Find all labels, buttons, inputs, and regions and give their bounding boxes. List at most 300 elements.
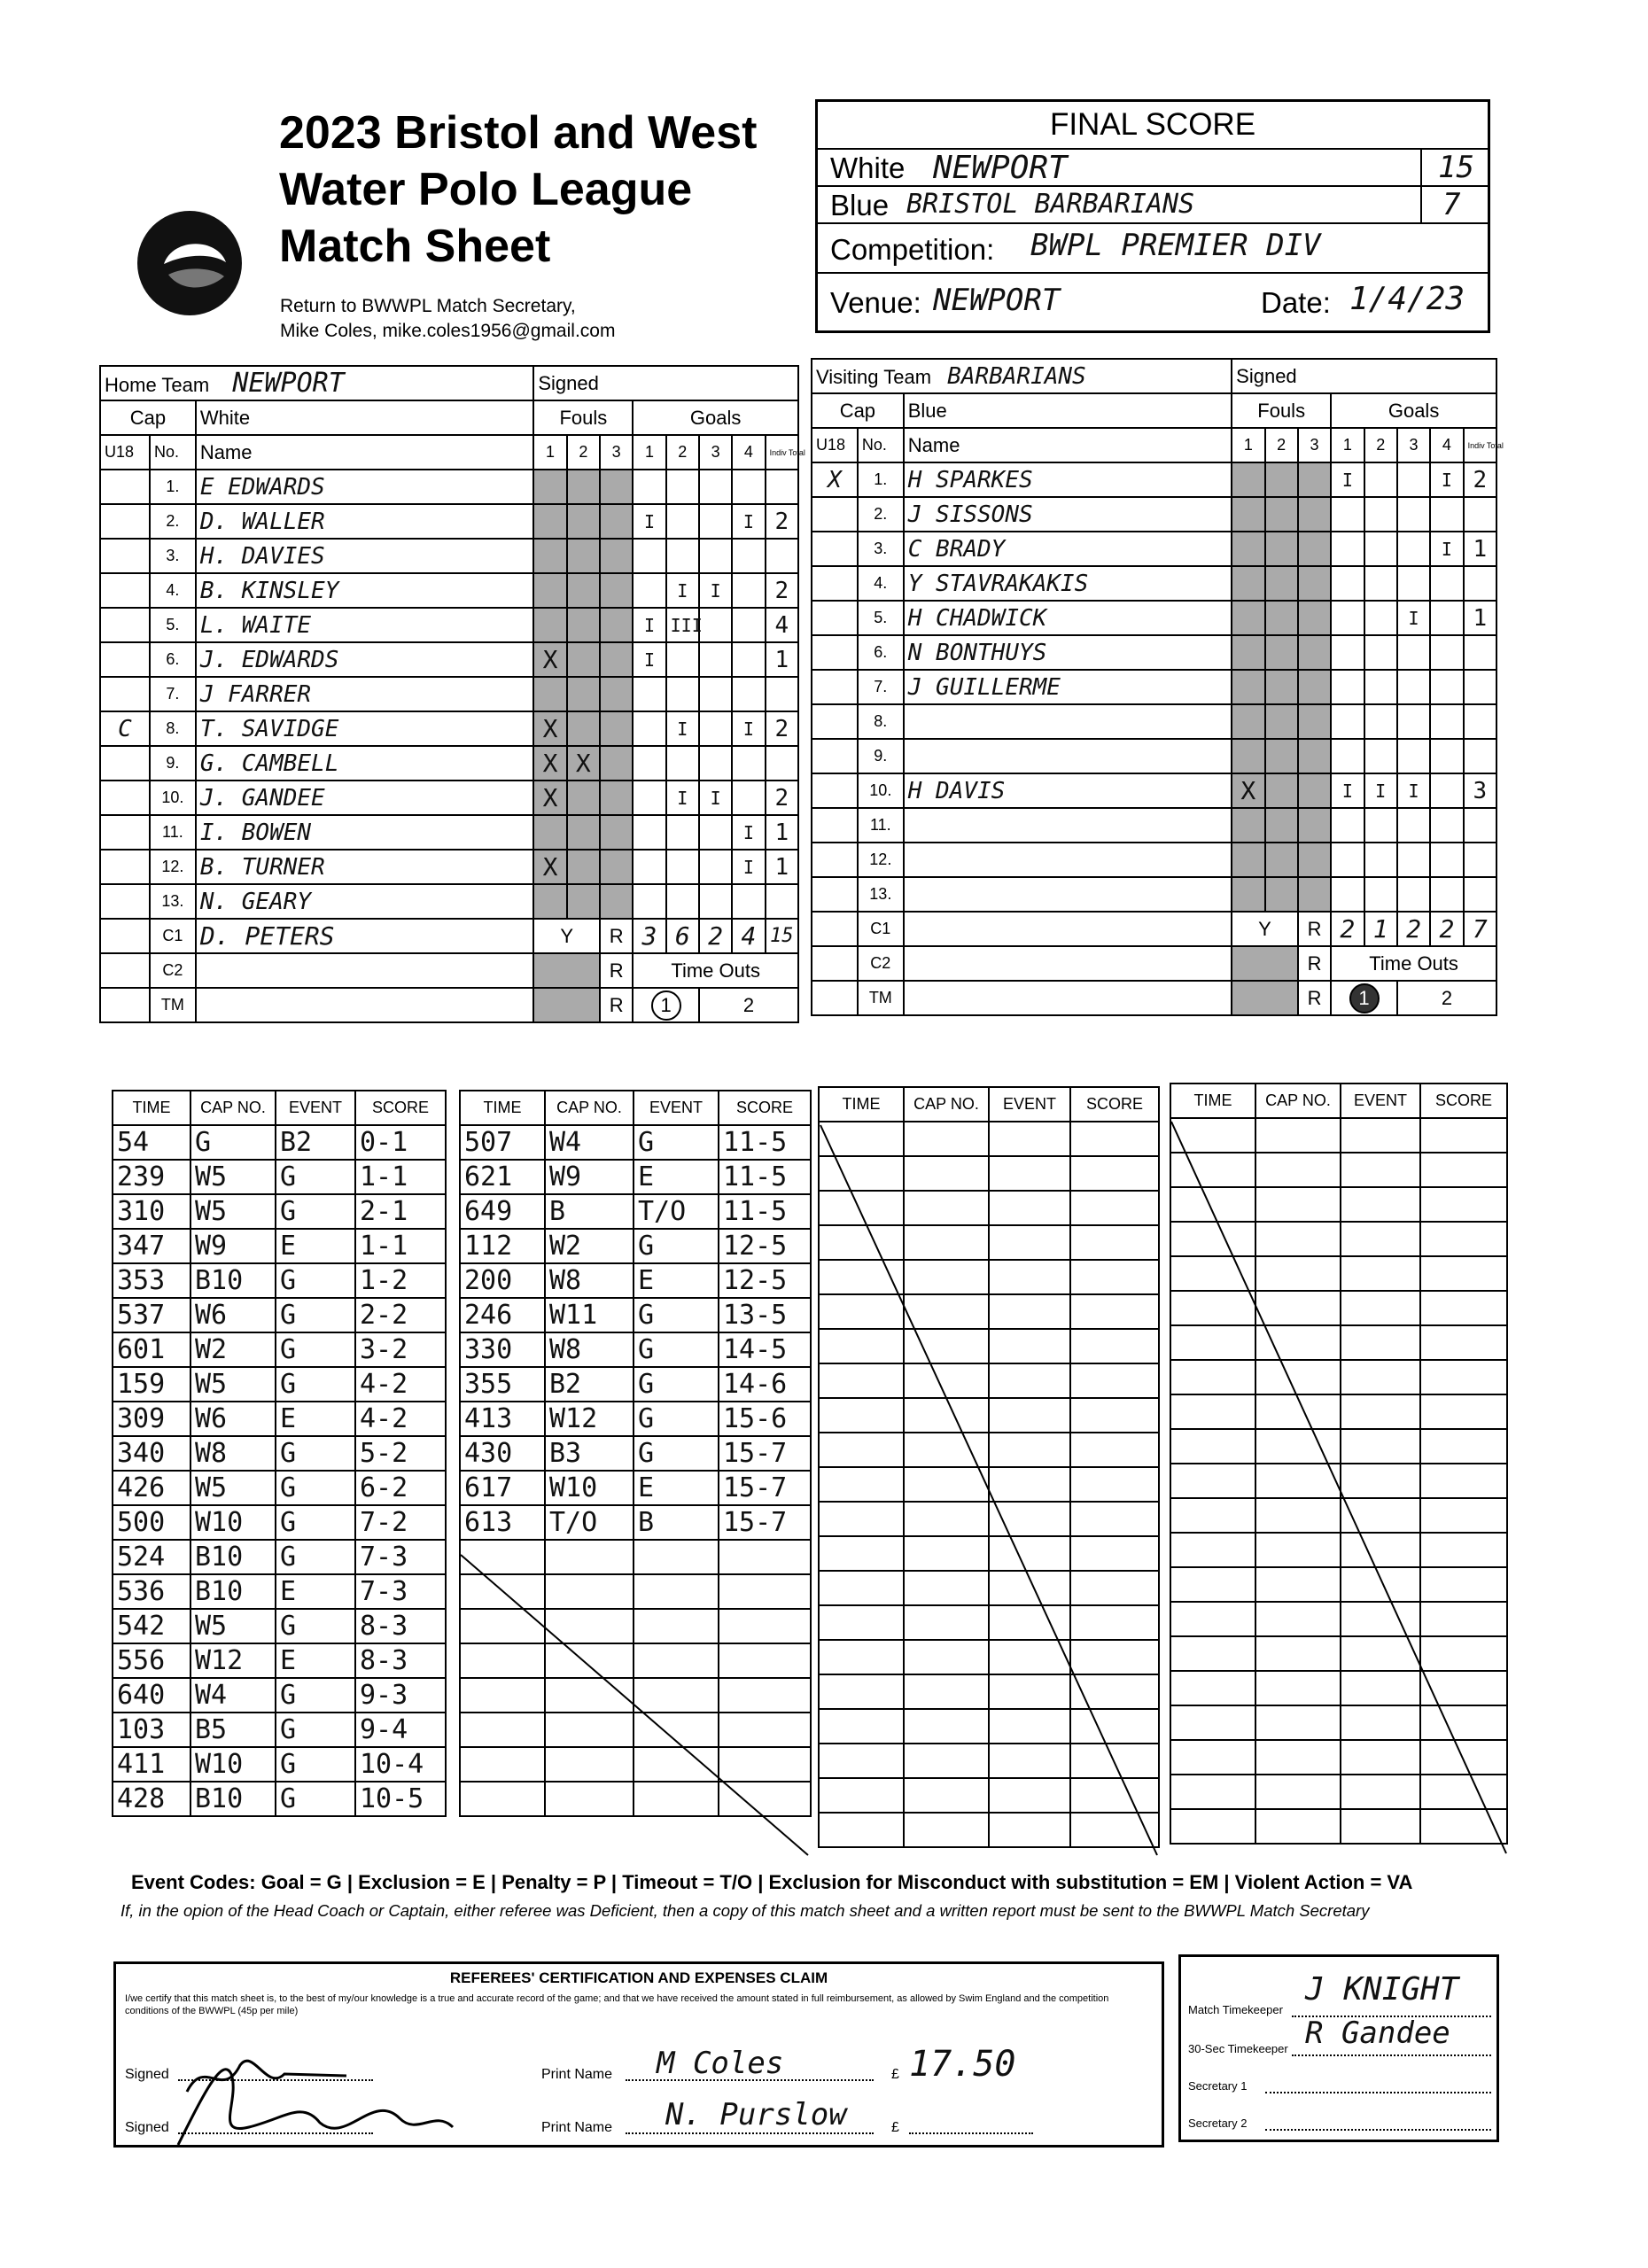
event-code: E <box>634 1263 719 1298</box>
event-row <box>113 1782 446 1816</box>
event-row <box>460 1160 811 1194</box>
event-cap <box>904 1156 989 1191</box>
event-code: G <box>276 1540 355 1574</box>
home-player-row <box>100 884 798 919</box>
foul-cell <box>1265 843 1298 877</box>
foul-cell <box>567 677 600 711</box>
home-signed-label: Signed <box>533 366 798 400</box>
event-score <box>1070 1191 1159 1225</box>
event-code <box>1341 1118 1420 1153</box>
goal-tally <box>1364 601 1397 635</box>
event-time <box>819 1122 904 1156</box>
goal-tally <box>1430 670 1463 704</box>
home-player-row <box>100 781 798 815</box>
event-cap <box>904 1605 989 1640</box>
away-timeout-2: 2 <box>1397 981 1496 1015</box>
foul-cell <box>533 470 566 504</box>
player-goal-total <box>1464 704 1496 739</box>
event-cap <box>904 1433 989 1467</box>
foul-cell <box>533 815 566 850</box>
event-row <box>460 1436 811 1471</box>
event-code: B <box>634 1505 719 1540</box>
foul-cell <box>1265 670 1298 704</box>
event-cap <box>904 1502 989 1536</box>
event-score <box>719 1678 811 1713</box>
ref1-print-name: M Coles <box>657 2046 784 2081</box>
event-code: G <box>276 1471 355 1505</box>
event-row <box>1170 1567 1507 1602</box>
event-cap <box>904 1260 989 1294</box>
event-cap <box>545 1713 634 1747</box>
event-row <box>460 1402 811 1436</box>
player-name: J GUILLERME <box>904 670 1232 704</box>
foul-cell <box>533 504 566 539</box>
foul-cell <box>1265 739 1298 773</box>
event-code <box>989 1571 1070 1605</box>
event-cap <box>904 1294 989 1329</box>
foul-cell <box>600 781 633 815</box>
goal-tally <box>699 470 732 504</box>
event-cap <box>1255 1740 1341 1775</box>
away-player-rows <box>812 462 1496 912</box>
cap-number: 9. <box>150 746 196 781</box>
u18-mark <box>812 773 858 808</box>
goal-tally <box>1364 704 1397 739</box>
foul-cell: X <box>533 642 566 677</box>
event-code <box>1341 1636 1420 1671</box>
event-score <box>1070 1640 1159 1674</box>
event-row <box>819 1294 1159 1329</box>
event-score <box>1420 1602 1507 1636</box>
event-time <box>1170 1809 1255 1844</box>
event-row <box>113 1609 446 1643</box>
event-time <box>460 1713 545 1747</box>
event-code <box>1341 1775 1420 1809</box>
goal-tally <box>1397 635 1430 670</box>
goal-tally <box>633 470 665 504</box>
goal-tally <box>1430 843 1463 877</box>
event-code <box>1341 1291 1420 1325</box>
goal-tally <box>1430 877 1463 912</box>
goal-tally: I <box>699 573 732 608</box>
foul-cell <box>1232 532 1264 566</box>
event-row <box>1170 1602 1507 1636</box>
player-name: J FARRER <box>196 677 534 711</box>
event-row <box>460 1609 811 1643</box>
u18-mark <box>100 573 150 608</box>
event-cap <box>1255 1429 1341 1464</box>
event-cap: W5 <box>190 1471 276 1505</box>
event-time: 309 <box>113 1402 190 1436</box>
u18-mark <box>812 601 858 635</box>
player-name: H SPARKES <box>904 462 1232 497</box>
away-total: 7 <box>1464 912 1496 946</box>
event-row <box>1170 1636 1507 1671</box>
event-code: G <box>276 1332 355 1367</box>
event-cap <box>545 1540 634 1574</box>
event-cap <box>1255 1602 1341 1636</box>
event-row <box>460 1713 811 1747</box>
player-name <box>904 843 1232 877</box>
away-team-table: Visiting Team BARBARIANS Signed Cap Blue Fouls Goals U18 No. Name 1 2 3 1 2 3 4 Indiv Total X 1. H SPARKES I I 2 2. J SISSONS 3. C BRADY I 1 4. Y STAVRAKAKIS 5. H CHADWICK I 1 6. N BONTHUYS 7. J GUILLERME 8. 9. 10. H DAVIS X I I I 3 11. 12. 13. C1 Y R 2 1 2 2 7 C2 R Time Outs TM R 1 2 <box>811 358 1497 1016</box>
event-score <box>1070 1156 1159 1191</box>
goal-tally <box>633 781 665 815</box>
event-row <box>460 1747 811 1782</box>
player-goal-total: 2 <box>766 711 798 746</box>
event-code: G <box>634 1367 719 1402</box>
event-code: G <box>634 1436 719 1471</box>
event-row <box>819 1640 1159 1674</box>
player-goal-total <box>1464 635 1496 670</box>
competition-value: BWPL PREMIER DIV <box>1030 228 1321 263</box>
event-code <box>989 1536 1070 1571</box>
goal-tally <box>732 573 765 608</box>
goal-tally: I <box>732 850 765 884</box>
player-goal-total <box>1464 670 1496 704</box>
event-row <box>113 1678 446 1713</box>
goal-tally <box>1331 532 1364 566</box>
home-player-row <box>100 850 798 884</box>
event-score <box>1420 1775 1507 1809</box>
event-time: 310 <box>113 1194 190 1229</box>
event-score: 15-7 <box>719 1505 811 1540</box>
event-cap <box>904 1674 989 1709</box>
u18-mark <box>812 843 858 877</box>
goal-tally: III <box>666 608 699 642</box>
event-time <box>1170 1256 1255 1291</box>
event-score <box>1070 1363 1159 1398</box>
event-time <box>460 1574 545 1609</box>
event-row <box>460 1125 811 1160</box>
event-score <box>1420 1498 1507 1533</box>
event-cap <box>1255 1222 1341 1256</box>
event-header: EVENT <box>1341 1084 1420 1118</box>
goal-tally <box>699 746 732 781</box>
event-header: SCORE <box>355 1091 446 1125</box>
foul-cell: X <box>533 746 566 781</box>
event-code: T/O <box>634 1194 719 1229</box>
event-cap: W9 <box>190 1229 276 1263</box>
event-time <box>819 1433 904 1467</box>
event-row <box>819 1122 1159 1156</box>
foul-cell <box>567 815 600 850</box>
foul-cell <box>533 539 566 573</box>
goal-tally: I <box>1397 601 1430 635</box>
event-cap <box>904 1709 989 1744</box>
foul-cell <box>1298 635 1331 670</box>
event-score <box>1420 1464 1507 1498</box>
event-code <box>989 1260 1070 1294</box>
goal-tally: I <box>1397 773 1430 808</box>
home-player-row <box>100 504 798 539</box>
referee-signatures <box>169 2039 541 2154</box>
event-code <box>1341 1740 1420 1775</box>
goal-tally <box>732 677 765 711</box>
event-score: 15-6 <box>719 1402 811 1436</box>
event-row <box>113 1194 446 1229</box>
foul-cell: X <box>533 711 566 746</box>
home-team-table: Home Team NEWPORT Signed Cap White Fouls Goals U18 No. Name 1 2 3 1 2 3 4 Indiv Total 1. E EDWARDS 2. D. WALLER I I 2 3. H. DAVIES 4. B. KINSLEY I I 2 5. L. WAITE I III 4 6. J. EDWARDS X I 1 7. J FARRER C 8. T. SAVIDGE X I I 2 9. G. CAMBELL X X 10. J. GANDEE X I I 2 11. I. BOWEN I 1 12. B. TURNER X I 1 13. N. GEARY C1 D. PETERS Y R 3 6 2 4 15 C2 R Time Outs TM R 1 2 <box>99 365 799 1023</box>
event-cap <box>1255 1187 1341 1222</box>
player-goal-total: 4 <box>766 608 798 642</box>
event-cap: W9 <box>545 1160 634 1194</box>
foul-cell <box>1298 739 1331 773</box>
foul-cell <box>1232 704 1264 739</box>
event-time <box>819 1294 904 1329</box>
player-name: E EDWARDS <box>196 470 534 504</box>
home-player-row <box>100 711 798 746</box>
event-time <box>819 1536 904 1571</box>
event-score <box>1070 1536 1159 1571</box>
event-code <box>634 1678 719 1713</box>
goal-tally <box>699 711 732 746</box>
event-row <box>113 1574 446 1609</box>
cap-number: 4. <box>150 573 196 608</box>
cap-number: 2. <box>150 504 196 539</box>
event-score: 2-2 <box>355 1298 446 1332</box>
page-title: 2023 Bristol and West Water Polo League Match Sheet <box>279 107 758 272</box>
cap-number: 10. <box>150 781 196 815</box>
cap-number: 9. <box>858 739 904 773</box>
event-cap <box>1255 1705 1341 1740</box>
event-time <box>1170 1740 1255 1775</box>
event-code <box>989 1329 1070 1363</box>
event-cap <box>1255 1291 1341 1325</box>
event-time <box>819 1571 904 1605</box>
event-code <box>989 1294 1070 1329</box>
home-total: 15 <box>766 919 798 953</box>
event-time: 239 <box>113 1160 190 1194</box>
u18-mark <box>100 539 150 573</box>
event-row <box>1170 1325 1507 1360</box>
event-time <box>1170 1291 1255 1325</box>
goal-tally: I <box>633 504 665 539</box>
event-time <box>1170 1394 1255 1429</box>
event-cap: B10 <box>190 1782 276 1816</box>
event-cap: B5 <box>190 1713 276 1747</box>
goal-tally <box>1397 497 1430 532</box>
event-score: 8-3 <box>355 1609 446 1643</box>
foul-cell <box>567 781 600 815</box>
goal-tally <box>666 504 699 539</box>
event-time: 524 <box>113 1540 190 1574</box>
away-q3-total: 2 <box>1397 912 1430 946</box>
player-goal-total <box>1464 843 1496 877</box>
event-time <box>1170 1464 1255 1498</box>
foul-cell <box>1265 566 1298 601</box>
goal-tally <box>1397 843 1430 877</box>
event-row <box>819 1778 1159 1813</box>
event-time <box>819 1467 904 1502</box>
event-time: 355 <box>460 1367 545 1402</box>
event-time <box>819 1674 904 1709</box>
away-timeout-1: 1 <box>1349 983 1380 1014</box>
event-cap: W10 <box>190 1747 276 1782</box>
event-time <box>460 1782 545 1816</box>
player-name: B. TURNER <box>196 850 534 884</box>
event-cap: W8 <box>190 1436 276 1471</box>
player-name: H. DAVIES <box>196 539 534 573</box>
event-row <box>460 1505 811 1540</box>
goal-tally: I <box>633 608 665 642</box>
event-score <box>1420 1325 1507 1360</box>
event-cap <box>904 1225 989 1260</box>
player-goal-total <box>766 677 798 711</box>
event-score: 11-5 <box>719 1160 811 1194</box>
event-score <box>1070 1329 1159 1363</box>
foul-cell <box>600 815 633 850</box>
event-code <box>1341 1394 1420 1429</box>
event-time: 507 <box>460 1125 545 1160</box>
player-goal-total <box>1464 739 1496 773</box>
event-time: 426 <box>113 1471 190 1505</box>
event-code: G <box>276 1298 355 1332</box>
event-code: B2 <box>276 1125 355 1160</box>
goal-tally <box>1397 808 1430 843</box>
event-row <box>819 1674 1159 1709</box>
foul-cell <box>1232 739 1264 773</box>
player-name: J. EDWARDS <box>196 642 534 677</box>
foul-cell <box>1265 497 1298 532</box>
event-cap <box>904 1640 989 1674</box>
event-score <box>1420 1222 1507 1256</box>
goal-tally: I <box>732 815 765 850</box>
event-score <box>1070 1709 1159 1744</box>
goal-tally <box>1397 877 1430 912</box>
goal-tally <box>699 504 732 539</box>
event-score: 13-5 <box>719 1298 811 1332</box>
event-cap: W10 <box>545 1471 634 1505</box>
player-name <box>904 739 1232 773</box>
goal-tally: I <box>1331 462 1364 497</box>
event-score: 12-5 <box>719 1263 811 1298</box>
event-cap <box>904 1813 989 1847</box>
player-goal-total: 1 <box>1464 601 1496 635</box>
foul-cell <box>1298 497 1331 532</box>
event-score: 1-2 <box>355 1263 446 1298</box>
event-code <box>989 1709 1070 1744</box>
event-cap: W4 <box>545 1125 634 1160</box>
foul-cell: X <box>533 781 566 815</box>
goal-tally <box>1364 808 1397 843</box>
foul-cell: X <box>567 746 600 781</box>
event-row <box>460 1643 811 1678</box>
away-player-row <box>812 497 1496 532</box>
event-cap <box>904 1778 989 1813</box>
event-cap <box>1255 1498 1341 1533</box>
event-time: 556 <box>113 1643 190 1678</box>
cap-number: 3. <box>858 532 904 566</box>
event-code <box>1341 1602 1420 1636</box>
event-code <box>634 1643 719 1678</box>
foul-cell <box>1232 601 1264 635</box>
home-q3-total: 2 <box>699 919 732 953</box>
goal-tally <box>699 608 732 642</box>
event-header: SCORE <box>1420 1084 1507 1118</box>
event-code <box>634 1609 719 1643</box>
event-row <box>819 1398 1159 1433</box>
event-row <box>819 1709 1159 1744</box>
event-time <box>819 1502 904 1536</box>
foul-cell <box>1232 635 1264 670</box>
home-q4-total: 4 <box>732 919 765 953</box>
event-cap: B10 <box>190 1574 276 1609</box>
home-player-row <box>100 539 798 573</box>
home-team-name: NEWPORT <box>232 368 345 399</box>
event-time: 340 <box>113 1436 190 1471</box>
event-code <box>989 1363 1070 1398</box>
event-code: E <box>276 1402 355 1436</box>
event-score <box>1420 1360 1507 1394</box>
event-code <box>1341 1705 1420 1740</box>
event-time <box>1170 1429 1255 1464</box>
away-player-row <box>812 670 1496 704</box>
event-header: EVENT <box>634 1091 719 1125</box>
foul-cell <box>567 642 600 677</box>
goal-tally: I <box>666 573 699 608</box>
event-time: 428 <box>113 1782 190 1816</box>
event-code: G <box>276 1609 355 1643</box>
event-row <box>819 1329 1159 1363</box>
blue-label: Blue <box>830 189 890 221</box>
goal-tally <box>1364 566 1397 601</box>
player-name: T. SAVIDGE <box>196 711 534 746</box>
event-cap: W2 <box>190 1332 276 1367</box>
foul-cell <box>567 884 600 919</box>
event-score: 11-5 <box>719 1194 811 1229</box>
event-row <box>113 1298 446 1332</box>
goal-tally <box>1364 532 1397 566</box>
event-cap: W5 <box>190 1367 276 1402</box>
goal-tally <box>1364 739 1397 773</box>
home-player-row <box>100 815 798 850</box>
event-cap <box>904 1191 989 1225</box>
player-name <box>904 704 1232 739</box>
event-code: G <box>276 1782 355 1816</box>
player-goal-total <box>766 470 798 504</box>
event-row <box>1170 1464 1507 1498</box>
event-code: G <box>634 1125 719 1160</box>
event-score: 9-4 <box>355 1713 446 1747</box>
player-goal-total <box>1464 566 1496 601</box>
goal-tally <box>699 850 732 884</box>
event-row <box>819 1191 1159 1225</box>
white-label: White <box>830 151 906 184</box>
event-cap <box>545 1574 634 1609</box>
blue-team-name: BRISTOL BARBARIANS <box>906 189 1195 220</box>
foul-cell <box>600 539 633 573</box>
event-row <box>1170 1809 1507 1844</box>
event-score <box>719 1747 811 1782</box>
goal-tally <box>1430 601 1463 635</box>
u18-mark: C <box>100 711 150 746</box>
foul-cell <box>1265 773 1298 808</box>
event-time <box>819 1260 904 1294</box>
event-row <box>819 1813 1159 1847</box>
goal-tally <box>1430 808 1463 843</box>
event-cap: W5 <box>190 1609 276 1643</box>
goal-tally <box>732 884 765 919</box>
event-score <box>1420 1533 1507 1567</box>
event-cap: B <box>545 1194 634 1229</box>
event-row <box>1170 1222 1507 1256</box>
foul-cell <box>567 608 600 642</box>
event-row <box>113 1125 446 1160</box>
event-code <box>1341 1325 1420 1360</box>
player-name: N. GEARY <box>196 884 534 919</box>
player-name: I. BOWEN <box>196 815 534 850</box>
foul-cell <box>1232 566 1264 601</box>
